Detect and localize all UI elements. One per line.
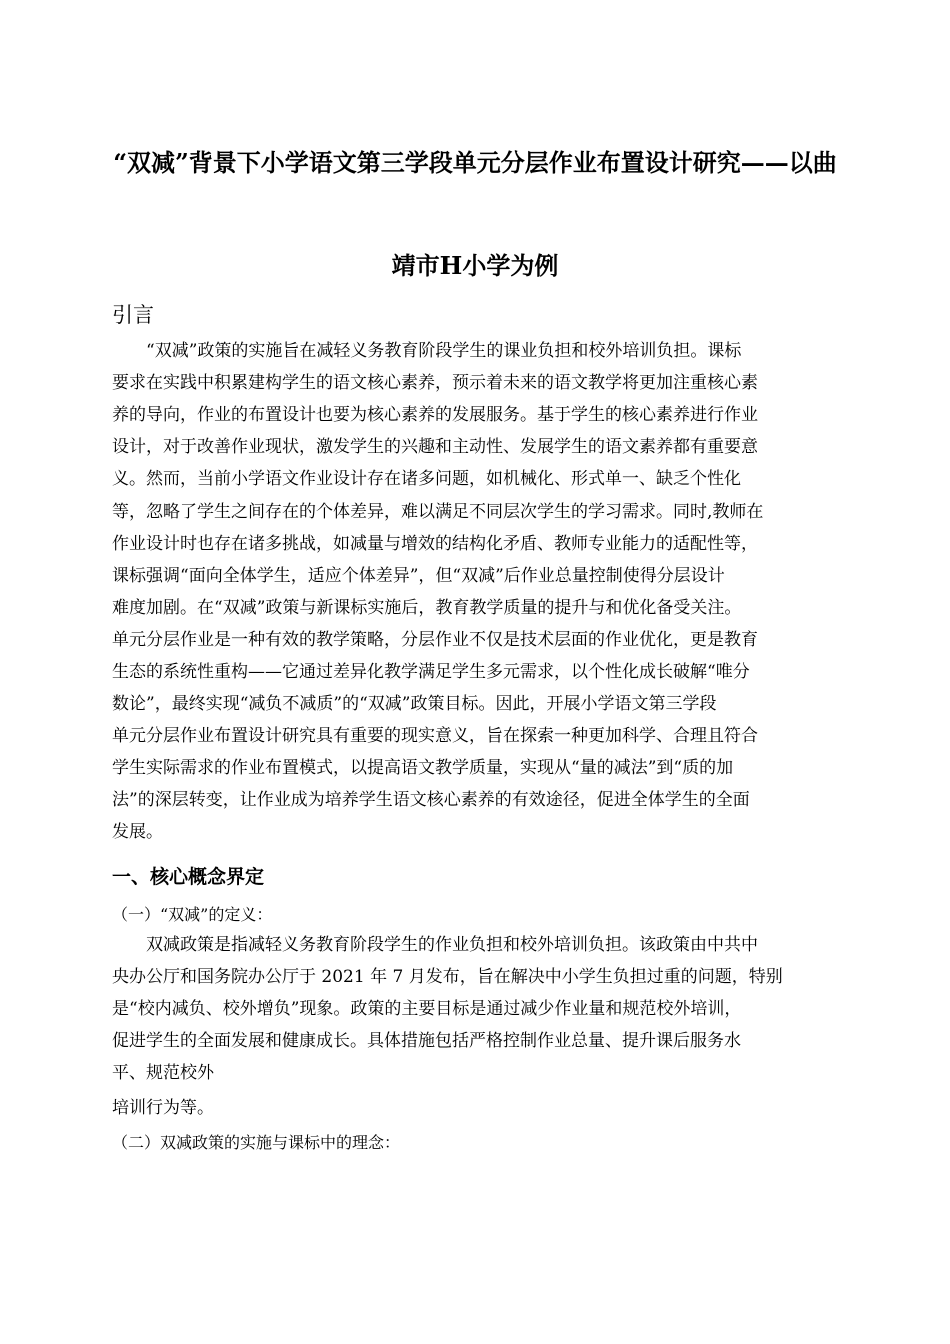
body-line: 培训行为等。 (112, 1098, 214, 1118)
title-line-2: 靖市H小学为例 (391, 251, 559, 280)
intro-heading: 引言 (112, 303, 154, 327)
title-line-1: “双减”背景下小学语文第三学段单元分层作业布置设计研究——以曲 (113, 148, 837, 177)
body-line: 央办公厅和国务院办公厅于 2021 年 7 月发布，旨在解决中小学生负担过重的问题，特别 (112, 967, 783, 987)
intro-line: 单元分层作业是一种有效的教学策略，分层作业不仅是技术层面的作业优化，更是教育 (112, 630, 758, 650)
subsection-heading: （一）“双减”的定义： (112, 905, 273, 924)
intro-line: 学生实际需求的作业布置模式，以提高语文教学质量，实现从“量的减法”到“质的加 (112, 758, 734, 778)
intro-line: 设计，对于改善作业现状，激发学生的兴趣和主动性、发展学生的语文素养都有重要意 (112, 437, 758, 457)
intro-line: 生态的系统性重构——它通过差异化教学满足学生多元需求，以个性化成长破解“唯分 (112, 662, 750, 682)
intro-line: 数论”，最终实现“减负不减质”的“双减”政策目标。因此，开展小学语文第三学段 (112, 694, 717, 714)
body-line: 平、规范校外 (112, 1063, 214, 1083)
intro-line: 难度加剧。在“双减”政策与新课标实施后，教育教学质量的提升与和优化备受关注。 (112, 598, 742, 618)
section-heading: 一、核心概念界定 (112, 866, 265, 888)
body-line: 是“校内减负、校外增负”现象。政策的主要目标是通过减少作业量和规范校外培训， (112, 999, 742, 1019)
intro-line: 作业设计时也存在诸多挑战，如减量与增效的结构化矛盾、教师专业能力的适配性等， (112, 534, 758, 554)
intro-line: 义。然而，当前小学语文作业设计存在诸多问题，如机械化、形式单一、缺乏个性化 (112, 469, 741, 489)
intro-line: 课标强调“面向全体学生，适应个体差异”，但“双减”后作业总量控制使得分层设计 (112, 566, 725, 586)
intro-line: 发展。 (112, 822, 163, 842)
intro-line: 养的导向，作业的布置设计也要为核心素养的发展服务。基于学生的核心素养进行作业 (112, 405, 758, 425)
subsection-heading: （二）双减政策的实施与课标中的理念： (112, 1133, 401, 1152)
intro-line: 要求在实践中积累建构学生的语文核心素养，预示着未来的语文教学将更加注重核心素 (112, 373, 758, 393)
intro-line: 单元分层作业布置设计研究具有重要的现实意义，旨在探索一种更加科学、合理且符合 (112, 726, 758, 746)
body-line: 双减政策是指减轻义务教育阶段学生的作业负担和校外培训负担。该政策由中共中 (146, 935, 758, 955)
intro-line: 等，忽略了学生之间存在的个体差异，难以满足不同层次学生的学习需求。同时,教师在 (112, 502, 764, 522)
intro-line: 法”的深层转变，让作业成为培养学生语文核心素养的有效途径，促进全体学生的全面 (112, 790, 750, 810)
body-line: 促进学生的全面发展和健康成长。具体措施包括严格控制作业总量、提升课后服务水 (112, 1031, 741, 1051)
intro-line: “双减”政策的实施旨在减轻义务教育阶段学生的课业负担和校外培训负担。课标 (146, 341, 742, 361)
